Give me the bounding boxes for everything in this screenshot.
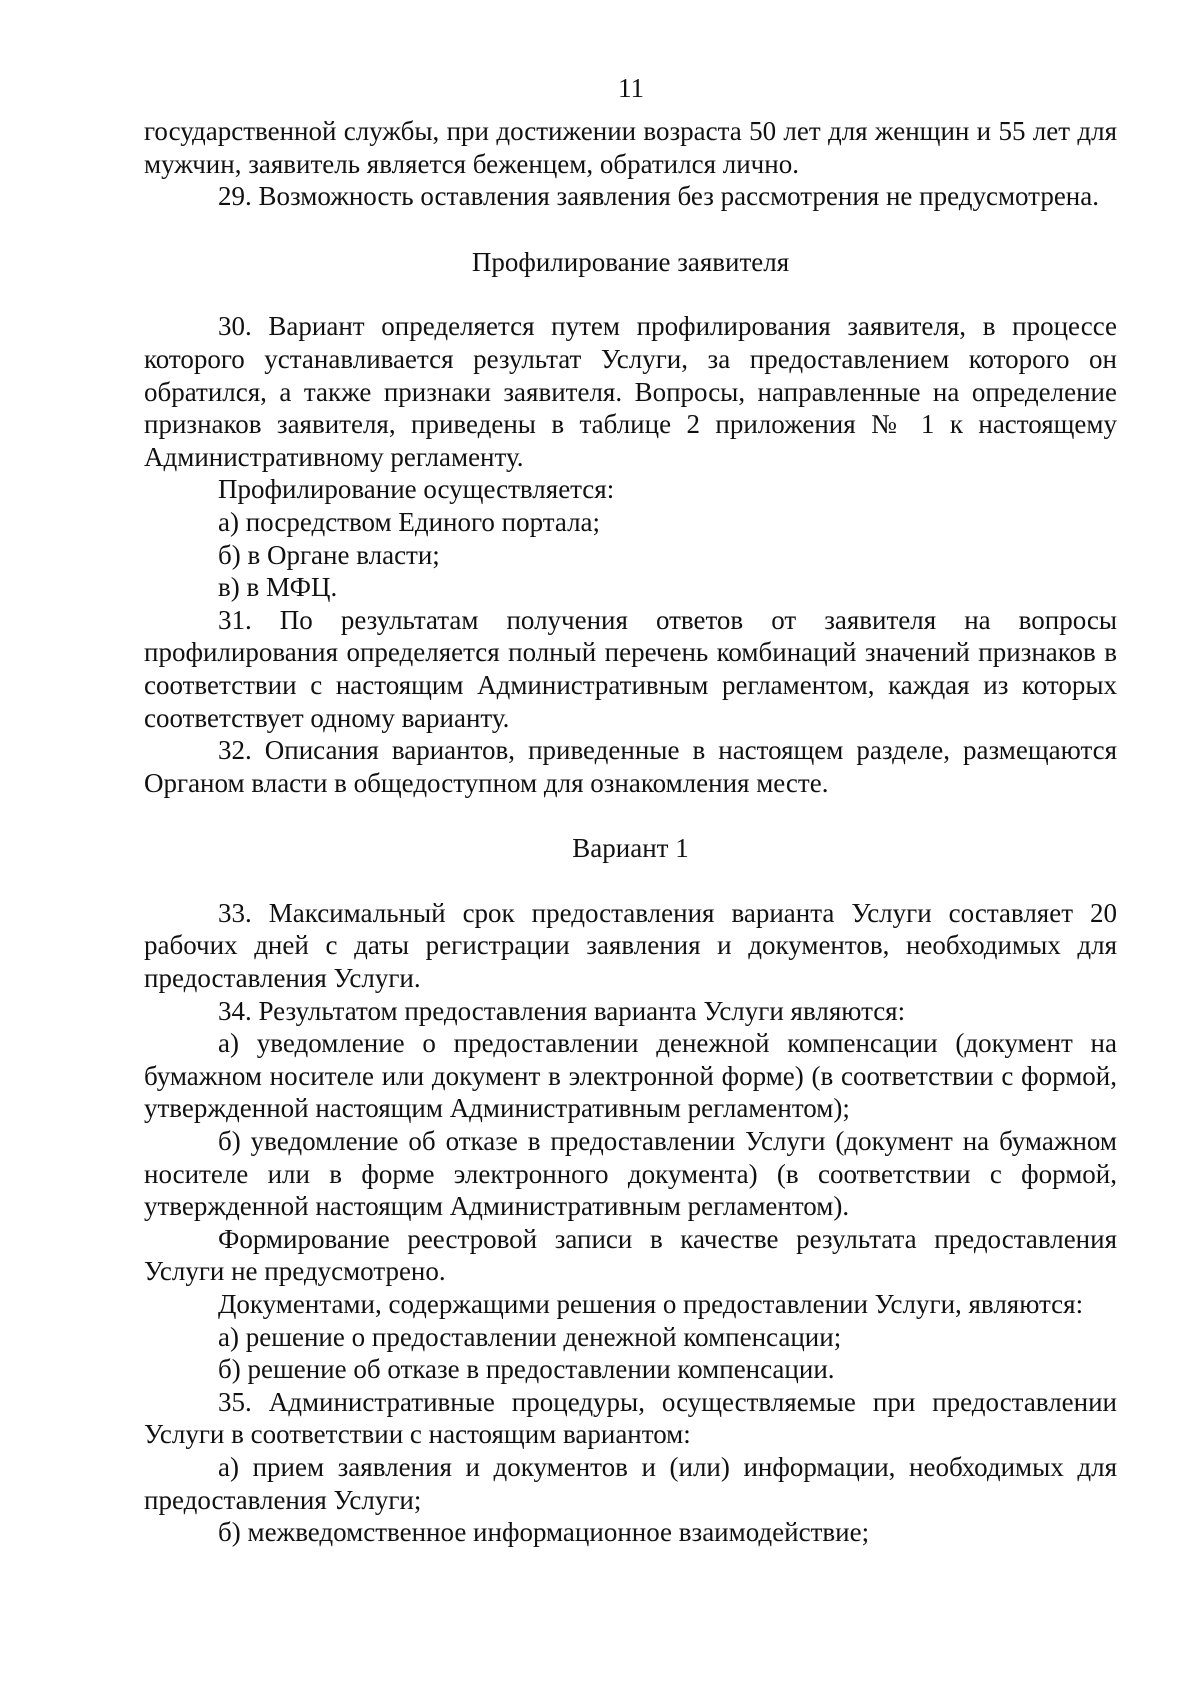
paragraph-34-registry: Формирование реестровой записи в качестве результата предоставления Услуги не предусмотрено.	[144, 1223, 1117, 1287]
list-item-34-a: а) уведомление о предоставлении денежной компенсации (документ на бумажном носителе или документ в электронной форме) (в соответствии с формой, утвержденной настоящим Административным регламентом);	[144, 1028, 1117, 1124]
paragraph-34: 34. Результатом предоставления варианта Услуги являются:	[218, 995, 906, 1026]
list-item-34-docs-b: б) решение об отказе в предоставлении компенсации.	[218, 1354, 835, 1385]
list-item-34-b: б) уведомление об отказе в предоставлении Услуги (документ на бумажном носителе или в форме электронного документа) (в соответствии с формой, утвержденной настоящим Административным регламентом).	[144, 1126, 1117, 1222]
paragraph-32: 32. Описания вариантов, приведенные в настоящем разделе, размещаются Органом власти в общедоступном для ознакомления месте.	[144, 735, 1117, 798]
page-number: 11	[618, 73, 644, 103]
section-heading-profiling: Профилирование заявителя	[471, 246, 790, 277]
paragraph-35: 35. Административные процедуры, осуществляемые при предоставлении Услуги в соответствии с настоящим вариантом:	[144, 1386, 1117, 1450]
list-item-35-b: б) межведомственное информационное взаимодействие;	[218, 1517, 870, 1548]
paragraph-30-intro: Профилирование осуществляется:	[218, 474, 615, 505]
paragraph-33: 33. Максимальный срок предоставления варианта Услуги составляет 20 рабочих дней с даты регистрации заявления и документов, необходимых для предоставления Услуги.	[144, 897, 1117, 994]
paragraph-30: 30. Вариант определяется путем профилирования заявителя, в процессе которого устанавливается результат Услуги, за предоставлением которого он обратился, а также признаки заявителя. Вопросы, направленные на определение признаков заявителя, приведены в таблице 2 приложения № 1 к настоящему Административному регламенту.	[144, 311, 1117, 472]
list-item-34-docs-a: а) решение о предоставлении денежной компенсации;	[218, 1321, 842, 1352]
document-body	[144, 115, 1117, 1549]
list-item-35-a: а) прием заявления и документов и (или) информации, необходимых для предоставления Услуги;	[144, 1451, 1117, 1515]
paragraph-34-documents: Документами, содержащими решения о предоставлении Услуги, являются:	[218, 1289, 1084, 1319]
paragraph-31: 31. По результатам получения ответов от заявителя на вопросы профилирования определяется полный перечень комбинаций значений признаков в соответствии с настоящим Административным регламентом, каждая из которых соответствует одному варианту.	[144, 604, 1117, 733]
section-heading-variant-1: Вариант 1	[572, 833, 689, 864]
list-item-30-b: б) в Органе власти;	[218, 539, 440, 570]
paragraph-29: 29. Возможность оставления заявления без рассмотрения не предусмотрена.	[218, 181, 1099, 212]
list-item-30-c: в) в МФЦ.	[218, 572, 338, 603]
list-item-30-a: а) посредством Единого портала;	[218, 506, 601, 537]
paragraph-continuation: государственной службы, при достижении возраста 50 лет для женщин и 55 лет для мужчин, заявитель является беженцем, обратился лично.	[144, 116, 1117, 179]
